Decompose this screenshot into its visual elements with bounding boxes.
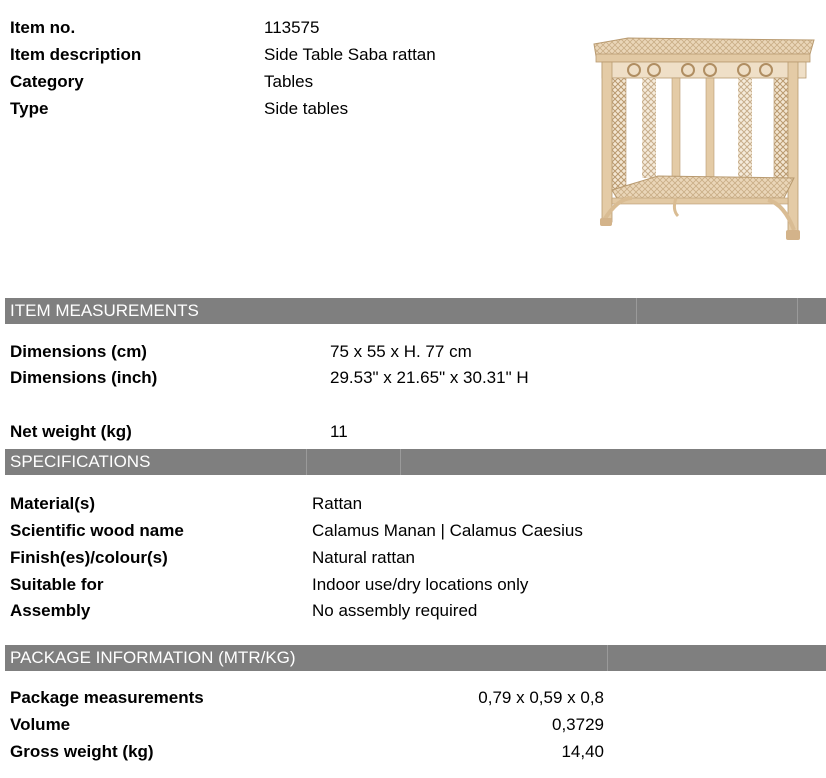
finish-colour-value: Natural rattan <box>312 548 415 567</box>
section-title: SPECIFICATIONS <box>10 452 151 471</box>
section-header-item-measurements <box>5 298 826 324</box>
item-no-value: 113575 <box>264 18 320 37</box>
section-header-specifications <box>5 449 826 475</box>
category-value: Tables <box>264 72 314 91</box>
material-label: Material(s) <box>10 494 96 513</box>
net-weight-label: Net weight (kg) <box>10 422 132 441</box>
net-weight-value: 11 <box>330 422 348 441</box>
volume-value: 0,3729 <box>552 715 604 734</box>
item-description-value: Side Table Saba rattan <box>264 45 436 64</box>
type-label: Type <box>10 99 49 118</box>
scientific-wood-name-label: Scientific wood name <box>10 521 184 540</box>
scientific-wood-name-value: Calamus Manan | Calamus Caesius <box>312 521 583 540</box>
suitable-for-label: Suitable for <box>10 575 104 594</box>
volume-label: Volume <box>10 715 71 734</box>
dimensions-cm-label: Dimensions (cm) <box>10 342 147 361</box>
finish-colour-label: Finish(es)/colour(s) <box>10 548 168 567</box>
package-measurements-label: Package measurements <box>10 688 204 707</box>
category-label: Category <box>10 72 84 91</box>
section-title: PACKAGE INFORMATION (MTR/KG) <box>10 648 296 667</box>
type-value: Side tables <box>264 99 349 118</box>
material-value: Rattan <box>312 494 363 513</box>
product-image <box>588 30 820 262</box>
package-measurements-value: 0,79 x 0,59 x 0,8 <box>478 688 604 707</box>
assembly-label: Assembly <box>10 601 91 620</box>
dimensions-inch-label: Dimensions (inch) <box>10 368 158 387</box>
item-description-label: Item description <box>10 45 142 64</box>
gross-weight-label: Gross weight (kg) <box>10 742 154 761</box>
section-header-package-information <box>5 645 826 671</box>
dimensions-inch-value: 29.53" x 21.65" x 30.31" H <box>330 368 529 387</box>
dimensions-cm-value: 75 x 55 x H. 77 cm <box>330 342 472 361</box>
section-title: ITEM MEASUREMENTS <box>10 301 199 320</box>
assembly-value: No assembly required <box>312 601 478 620</box>
item-no-label: Item no. <box>10 18 76 37</box>
suitable-for-value: Indoor use/dry locations only <box>312 575 529 594</box>
rattan-side-table-icon <box>588 30 820 262</box>
gross-weight-value: 14,40 <box>561 742 604 761</box>
